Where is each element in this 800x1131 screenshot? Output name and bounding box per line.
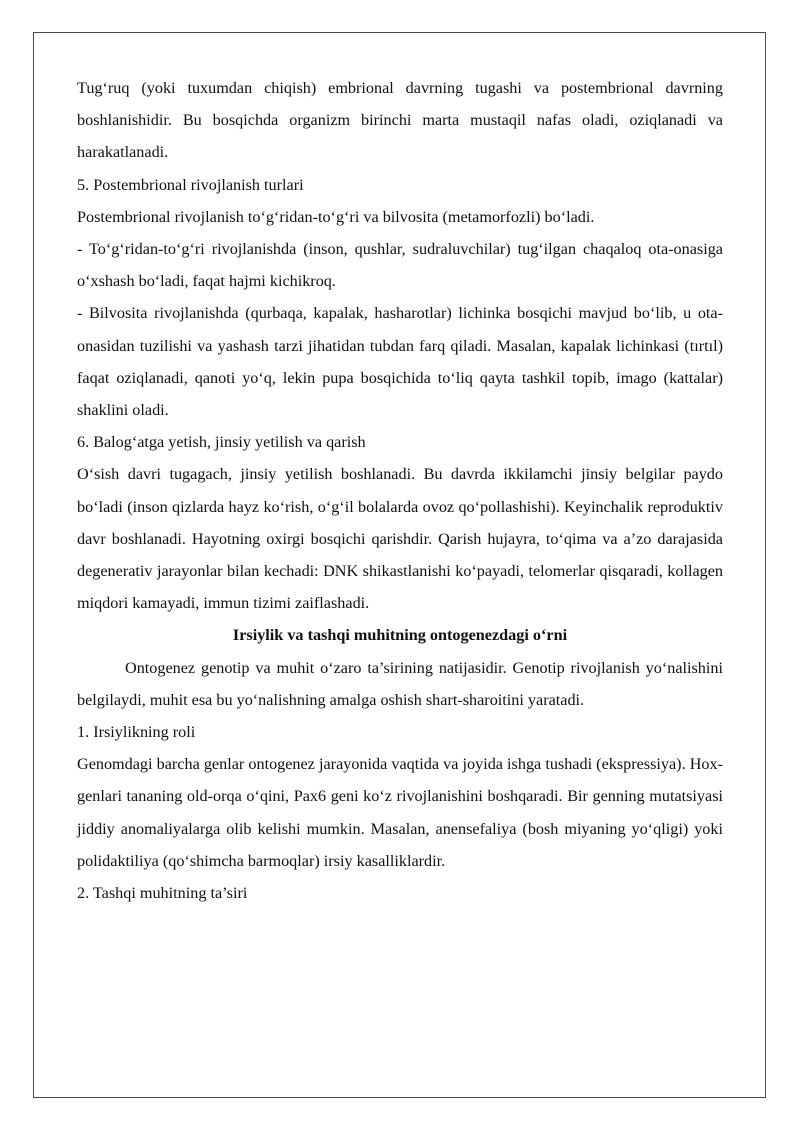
heading-maturation: 6. Balog‘atga yetish, jinsiy yetilish va qarish [77,433,366,452]
paragraph-birth: Tug‘ruq (yoki tuxumdan chiqish) embrional davrning tugashi va postembrional davrning boshlanishidir. Bu bosqichda organizm birinchi marta mustaqil nafas oladi, oziqlanadi va harakatlanadi. [77,79,723,162]
paragraph-direct-development: - To‘g‘ridan-to‘g‘ri rivojlanishda (inson, qushlar, sudraluvchilar) tug‘ilgan chaqaloq ota-onasiga oʻxshash bo‘ladi, faqat hajmi kichikroq. [77,240,723,291]
document-body [77,72,723,909]
paragraph-indirect-development: - Bilvosita rivojlanishda (qurbaqa, kapalak, hasharotlar) lichinka bosqichi mavjud bo‘lib, u ota-onasidan tuzilishi va yashash tarzi jihatidan tubdan farq qiladi. Masalan, kapalak lichinkasi (tırtıl) faqat oziqlanadi, qanoti yo‘q, lekin pupa bosqichida to‘liq qayta tashkil topib, imago (kattalar) shaklini oladi. [77,304,723,420]
paragraph-genes: Genomdagi barcha genlar ontogenez jarayonida vaqtida va joyida ishga tushadi (ekspressiya). Hox-genlari tananing old-orqa oʻqini, Pax6 geni ko‘z rivojlanishini boshqaradi. Bir genning mutatsiyasi jiddiy anomaliyalarga olib kelishi mumkin. Masalan, anensefaliya (bosh miyaning yo‘qligi) yoki polidaktiliya (qoʻshimcha barmoqlar) irsiy kasalliklardir. [77,755,723,870]
paragraph-maturation-aging: O‘sish davri tugagach, jinsiy yetilish boshlanadi. Bu davrda ikkilamchi jinsiy belgilar paydo bo‘ladi (inson qizlarda hayz ko‘rish, o‘g‘il bolalarda ovoz qo‘pollashishi). Keyinchalik reproduktiv davr boshlanadi. Hayotning oxirgi bosqichi qarishdir. Qarish hujayra, to‘qima va a’zo darajasida degenerativ jarayonlar bilan kechadi: DNK shikastlanishi ko‘payadi, telomerlar qisqaradi, kollagen miqdori kamayadi, immun tizimi zaiflashadi. [77,465,723,613]
paragraph-genotype-environment: Ontogenez genotip va muhit oʻzaro ta’sirining natijasidir. Genotip rivojlanish yo‘nalishini belgilaydi, muhit esa bu yo‘nalishning amalga oshish shart-sharoitini yaratadi. [77,658,723,709]
heading-heredity-role: 1. Irsiylikning roli [77,723,196,742]
paragraph-postembrional-intro: Postembrional rivojlanish to‘g‘ridan-to‘g‘ri va bilvosita (metamorfozli) bo‘ladi. [77,207,595,226]
heading-environment-influence: 2. Tashqi muhitning ta’siri [77,884,248,903]
heading-postembrional-types: 5. Postembrional rivojlanish turlari [77,175,304,194]
section-title: Irsiylik va tashqi muhitning ontogenezdagi o‘rni [232,626,568,645]
